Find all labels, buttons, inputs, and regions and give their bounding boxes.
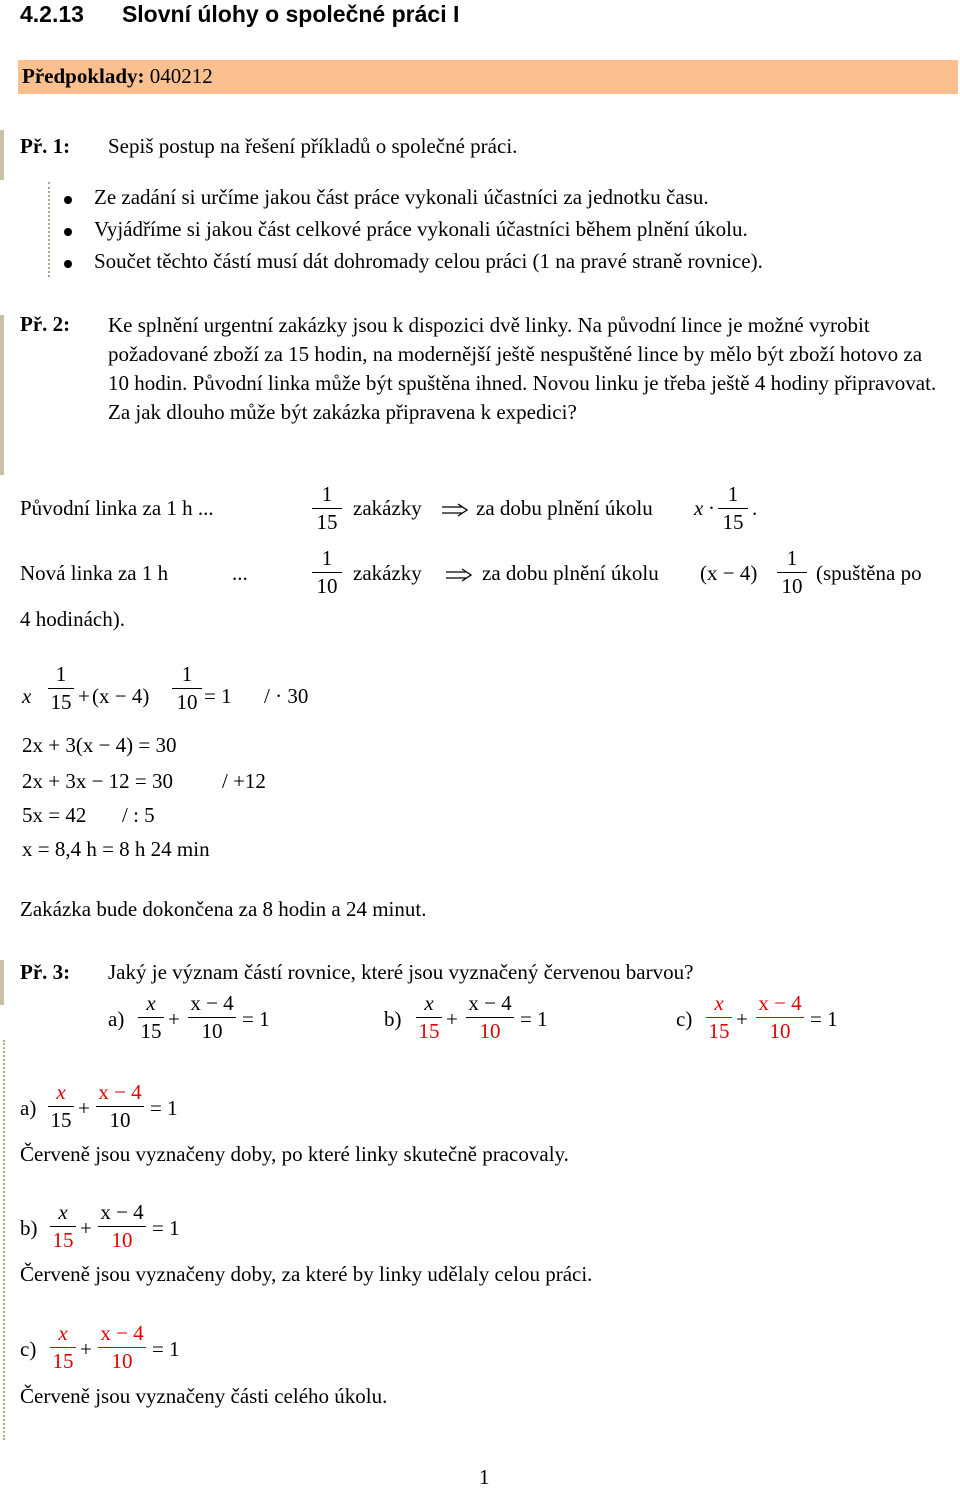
denominator: 10 <box>201 1019 223 1043</box>
fraction <box>312 548 342 597</box>
bullet-icon <box>64 228 72 236</box>
item-rhs: = 1 <box>150 1096 178 1120</box>
numerator: x − 4 <box>98 1080 142 1104</box>
eq5: x = 8,4 h = 8 h 24 min <box>22 837 210 861</box>
eq3-op: / +12 <box>222 769 266 793</box>
line1-left: Původní linka za 1 h ... <box>20 496 214 520</box>
plus: + <box>78 684 90 708</box>
line2-cont: 4 hodinách). <box>20 607 125 631</box>
page-title <box>20 1 459 29</box>
line2-mid: zakázky <box>353 561 422 585</box>
page-number: 1 <box>479 1465 490 1489</box>
fraction <box>96 1082 144 1131</box>
ex2-answer: Zakázka bude dokončena za 8 hodin a 24 minut. <box>20 897 427 921</box>
ex3-answer: Červeně jsou vyznačeny části celého úkolu. <box>20 1384 388 1408</box>
section-number: 4.2.13 <box>20 1 84 27</box>
item-rhs: = 1 <box>152 1216 180 1240</box>
item-letter: b) <box>20 1216 38 1240</box>
ex3-answer: Červeně jsou vyznačeny doby, za které by linky udělaly celou práci. <box>20 1262 593 1286</box>
numerator: x − 4 <box>758 991 802 1015</box>
line1-mid: zakázky <box>353 496 422 520</box>
fraction <box>718 484 748 533</box>
fraction <box>466 993 514 1042</box>
denominator: 15 <box>722 510 744 534</box>
denominator: 10 <box>111 1349 133 1373</box>
numerator: 1 <box>321 482 333 506</box>
eq1-op: / · 30 <box>264 684 309 708</box>
margin-dotline <box>3 1040 5 1440</box>
fraction <box>756 993 804 1042</box>
item-rhs: = 1 <box>152 1337 180 1361</box>
dot: · <box>708 496 715 520</box>
ex3-task: Jaký je význam částí rovnice, které jsou vyznačený červenou barvou? <box>108 960 694 984</box>
numerator: x − 4 <box>468 991 512 1015</box>
numerator: 1 <box>321 546 333 570</box>
period: . <box>752 496 758 520</box>
fraction <box>777 548 807 597</box>
section-title: Slovní úlohy o společné práci I <box>121 1 460 27</box>
denominator: 15 <box>50 1108 72 1132</box>
denominator: 10 <box>111 1228 133 1252</box>
denominator: 10 <box>479 1019 501 1043</box>
eq4: 5x = 42 <box>22 803 87 827</box>
numerator: 1 <box>786 546 798 570</box>
denominator: 15 <box>140 1019 162 1043</box>
line2-end: (spuštěna po <box>816 561 922 585</box>
numerator: x <box>424 991 434 1015</box>
item-rhs: = 1 <box>242 1007 270 1031</box>
plus: + <box>80 1337 92 1361</box>
fraction <box>50 1323 76 1372</box>
bullet-icon <box>64 196 72 204</box>
prerequisites <box>22 64 213 89</box>
numerator: x <box>58 1321 68 1345</box>
margin-dotline <box>48 182 50 277</box>
numerator: x <box>56 1080 66 1104</box>
line2-dots: ... <box>232 561 248 585</box>
fraction <box>48 1082 74 1131</box>
item-letter: c) <box>20 1337 37 1361</box>
numerator: x <box>146 991 156 1015</box>
ex2-task: Ke splnění urgentní zakázky jsou k dispozici dvě linky. Na původní lince je možné vyrobit požadované zboží za 15 hodin, na modernější ještě nespuštěné lince by mělo být zboží hotovo za 10 hodin. Původní linka může být spuštěna ihned. Novou linku je třeba ještě 4 hodiny připravovat. Za jak dlouho může být zakázka připravena k expedici? <box>108 313 937 424</box>
item-letter: a) <box>20 1096 37 1120</box>
numerator: x − 4 <box>100 1200 144 1224</box>
ex1-task: Sepiš postup na řešení příkladů o společné práci. <box>108 134 518 158</box>
var-x: x <box>694 496 704 520</box>
ex2-label: Př. 2: <box>20 312 71 336</box>
fraction <box>706 993 732 1042</box>
fraction <box>50 1202 76 1251</box>
numerator: 1 <box>727 482 739 506</box>
ex1-bullet: Součet těchto částí musí dát dohromady celou práci (1 na pravé straně rovnice). <box>94 249 763 273</box>
eq2: 2x + 3(x − 4) = 30 <box>22 733 177 757</box>
implies-arrow-icon <box>442 503 468 517</box>
line1-right: za dobu plnění úkolu <box>476 496 653 520</box>
numerator: x − 4 <box>100 1321 144 1345</box>
margin-bar <box>0 130 4 180</box>
item-rhs: = 1 <box>520 1007 548 1031</box>
prerequisites-value: 040212 <box>149 64 213 88</box>
item-letter: b) <box>384 1007 402 1031</box>
plus: + <box>168 1007 180 1031</box>
fraction <box>98 1323 146 1372</box>
denominator: 10 <box>109 1108 131 1132</box>
denominator: 10 <box>781 574 803 598</box>
fraction <box>172 664 202 713</box>
fraction <box>416 993 442 1042</box>
line2-left: Nová linka za 1 h <box>20 561 169 585</box>
ex1-label: Př. 1: <box>20 134 71 158</box>
plus: + <box>78 1096 90 1120</box>
plus: + <box>80 1216 92 1240</box>
plus: + <box>446 1007 458 1031</box>
eq1-rhs: = 1 <box>204 684 232 708</box>
numerator: x − 4 <box>190 991 234 1015</box>
margin-bar <box>0 315 4 475</box>
item-rhs: = 1 <box>810 1007 838 1031</box>
denominator: 10 <box>769 1019 791 1043</box>
eq3: 2x + 3x − 12 = 30 <box>22 769 174 793</box>
implies-arrow-icon <box>446 568 472 582</box>
denominator: 10 <box>176 690 198 714</box>
item-letter: a) <box>108 1007 125 1031</box>
plus: + <box>736 1007 748 1031</box>
ex3-label: Př. 3: <box>20 960 71 984</box>
fraction <box>188 993 236 1042</box>
line2-paren: (x − 4) <box>700 561 758 585</box>
denominator: 15 <box>708 1019 730 1043</box>
numerator: 1 <box>181 662 193 686</box>
denominator: 15 <box>418 1019 440 1043</box>
item-letter: c) <box>676 1007 693 1031</box>
ex1-bullet: Vyjádříme si jakou část celkové práce vykonali účastníci během plnění úkolu. <box>94 217 748 241</box>
numerator: x <box>58 1200 68 1224</box>
fraction <box>138 993 164 1042</box>
bullet-icon <box>64 260 72 268</box>
margin-bar <box>0 960 4 1005</box>
eq1-paren: (x − 4) <box>92 684 150 708</box>
fraction <box>98 1202 146 1251</box>
prerequisites-label: Předpoklady: <box>22 64 145 88</box>
denominator: 15 <box>316 510 338 534</box>
ex3-answer: Červeně jsou vyznačeny doby, po které linky skutečně pracovaly. <box>20 1142 569 1166</box>
fraction <box>312 484 342 533</box>
numerator: x <box>714 991 724 1015</box>
line2-right: za dobu plnění úkolu <box>482 561 659 585</box>
denominator: 15 <box>50 690 72 714</box>
eq1-x: x <box>22 684 32 708</box>
denominator: 15 <box>52 1228 74 1252</box>
denominator: 10 <box>316 574 338 598</box>
ex1-bullet: Ze zadání si určíme jakou část práce vykonali účastníci za jednotku času. <box>94 185 709 209</box>
eq4-op: / : 5 <box>122 803 155 827</box>
numerator: 1 <box>55 662 67 686</box>
denominator: 15 <box>52 1349 74 1373</box>
fraction <box>48 664 74 713</box>
